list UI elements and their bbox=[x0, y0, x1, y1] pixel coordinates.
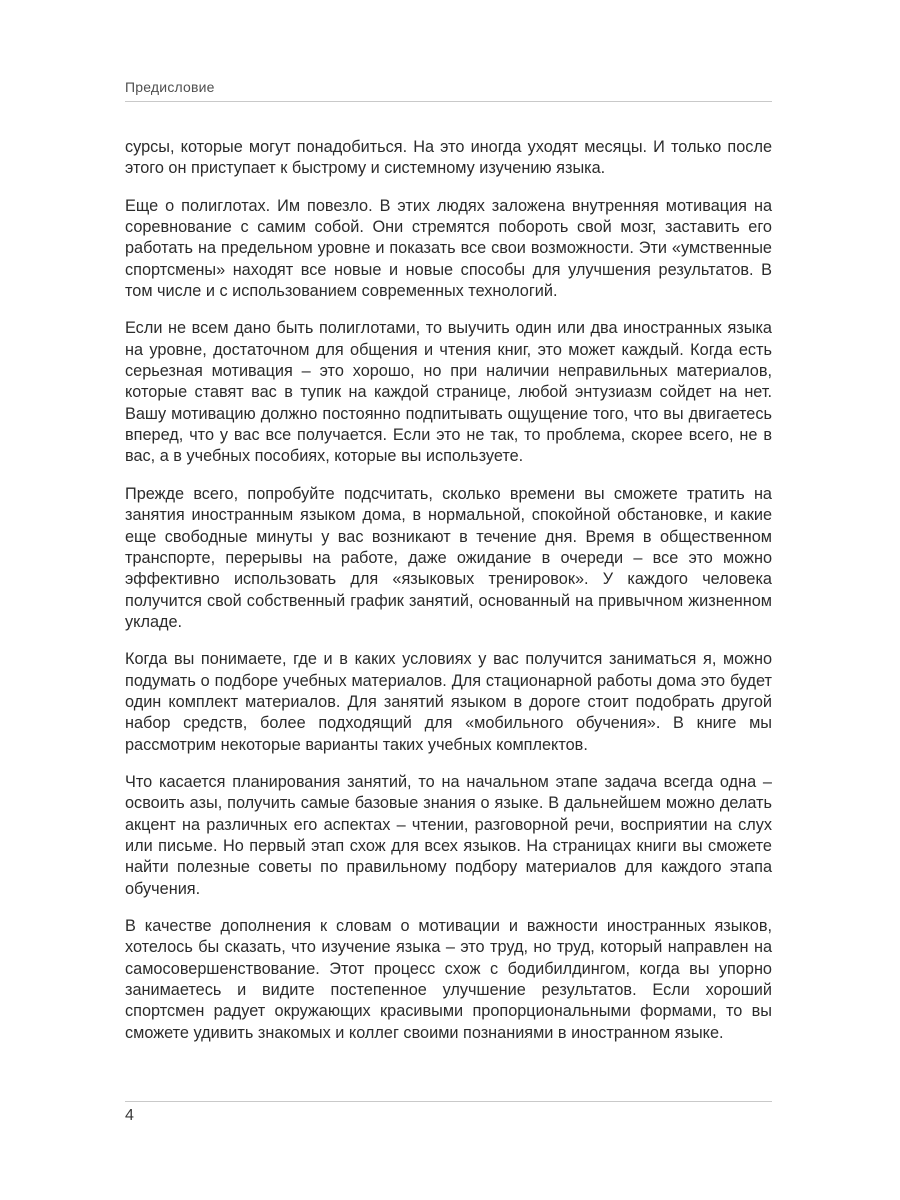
paragraph: сурсы, которые могут понадобиться. На это иногда уходят месяцы. И только после этого он приступает к быстрому и системному изучению языка. bbox=[125, 138, 772, 178]
running-header bbox=[125, 79, 772, 102]
running-header-title: Предисловие bbox=[125, 79, 215, 95]
paragraph: В качестве дополнения к словам о мотивации и важности иностранных языков, хотелось бы сказать, что изучение языка – это труд, но труд, который направлен на самосовершенствование. Этот процесс схож с бодибилдингом, когда вы упорно занимаетесь и видите постепенное улучшение результатов. Если хороший спортсмен радует окружающих красивыми пропорциональными формами, то вы сможете удивить знакомых и коллег своими познаниями в иностранном языке. bbox=[125, 917, 772, 1042]
footer-rule bbox=[125, 1101, 772, 1102]
paragraph: Когда вы понимаете, где и в каких условиях у вас получится заниматься я, можно подумать о подборе учебных материалов. Для стационарной работы дома это будет один комплект материалов. Для занятий языком в дороге стоит подобрать другой набор средств, более подходящий для «мобильного обучения». В книге мы рассмотрим некоторые варианты таких учебных комплектов. bbox=[125, 650, 772, 754]
paragraph: Если не всем дано быть полиглотами, то выучить один или два иностранных языка на уровне, достаточном для общения и чтения книг, это может каждый. Когда есть серьезная мотивация – это хорошо, но при наличии неправильных материалов, которые ставят вас в тупик на каждой странице, любой энтузиазм сойдет на нет. Вашу мотивацию должно постоянно подпитывать ощущение того, что вы двигаетесь вперед, что у вас все получается. Если это не так, то проблема, скорее всего, не в вас, а в учебных пособиях, которые вы используете. bbox=[125, 319, 772, 466]
header-rule bbox=[125, 101, 772, 102]
page-number: 4 bbox=[125, 1107, 134, 1124]
page-body bbox=[125, 137, 772, 1060]
paragraph: Что касается планирования занятий, то на начальном этапе задача всегда одна – освоить азы, получить самые базовые знания о языке. В дальнейшем можно делать акцент на различных его аспектах – чтении, разговорной речи, восприятии на слух или письме. Но первый этап схож для всех языков. На страницах книги вы сможете найти полезные советы по правильному подбору материалов для каждого этапа обучения. bbox=[125, 772, 772, 898]
page-footer bbox=[125, 1101, 772, 1125]
paragraph: Еще о полиглотах. Им повезло. В этих людях заложена внутренняя мотивация на соревнование с самим собой. Они стремятся побороть свой мозг, заставить его работать на предельном уровне и показать все свои возможности. Эти «умственные спортсмены» находят все новые и новые способы для улучшения результатов. В том числе и с использованием современных технологий. bbox=[125, 196, 772, 301]
paragraph: Прежде всего, попробуйте подсчитать, сколько времени вы сможете тратить на занятия иностранным языком дома, в нормальной, спокойной обстановке, и какие еще свободные минуты у вас возникают в течение дня. Время в общественном транспорте, перерывы на работе, даже ожидание в очереди – все это можно эффективно использовать для «языковых тренировок». У каждого человека получится свой собственный график занятий, основанный на привычном жизненном укладе. bbox=[125, 484, 772, 631]
